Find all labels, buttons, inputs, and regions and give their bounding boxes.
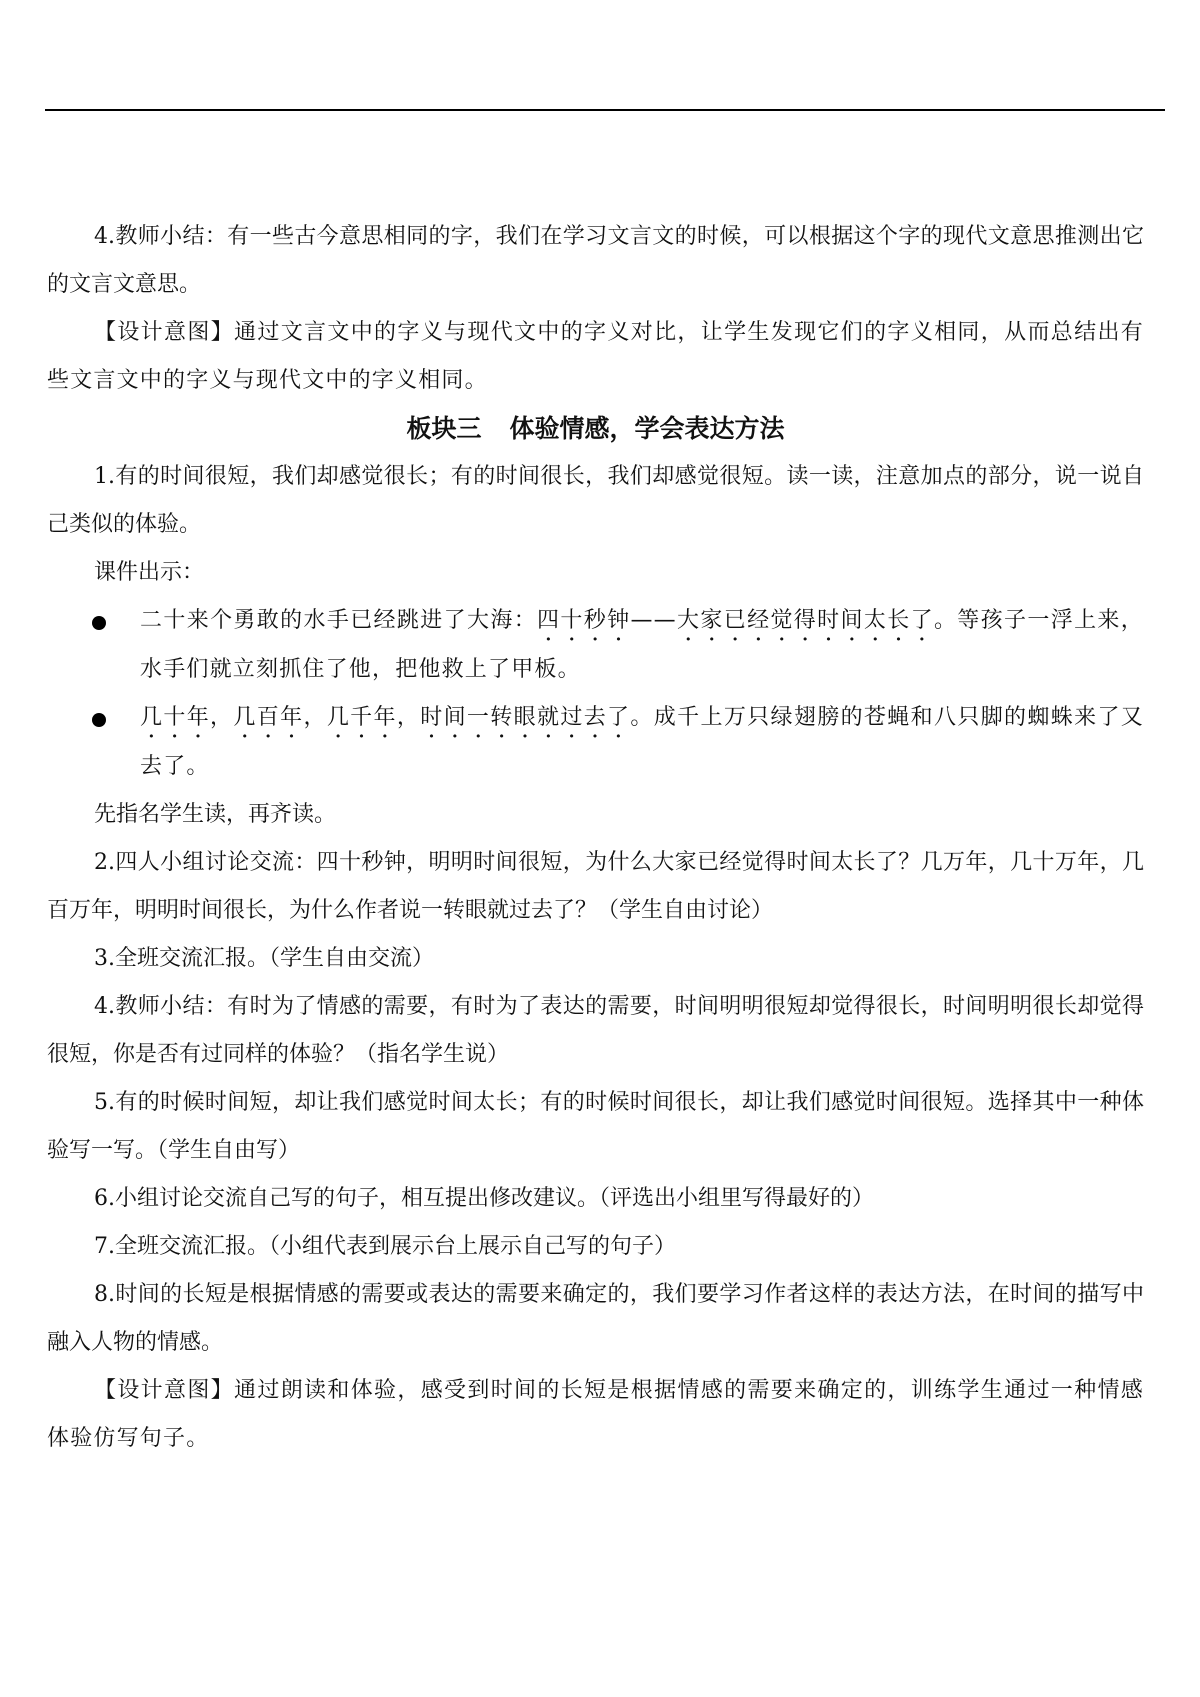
design-intent-paragraph-end: 【设计意图】通过朗读和体验，感受到时间的长短是根据情感的需要来确定的，训练学生通过一种情感体验仿写句子。	[47, 1378, 1144, 1451]
quote-2-after: 。成千上万只绿翅膀的苍蝇和八只脚的蜘蛛来了又去了。	[140, 705, 1145, 779]
quote-1-emphasis: 四十秒钟——大家已经觉得时间太长了	[537, 608, 934, 633]
step-8-paragraph: 8.时间的长短是根据情感的需要或表达的需要来确定的，我们要学习作者这样的表达方法，在时间的描写中融入人物的情感。	[47, 1282, 1144, 1355]
step-2-paragraph: 2.四人小组讨论交流：四十秒钟，明明时间很短，为什么大家已经觉得时间太长了？几万年，几十万年，几百万年，明明时间很长，为什么作者说一转眼就过去了？（学生自由讨论）	[47, 850, 1144, 923]
step-3-paragraph: 3.全班交流汇报。（学生自由交流）	[94, 946, 434, 971]
bullet-dot-icon	[92, 713, 106, 727]
step-4-paragraph: 4.教师小结：有时为了情感的需要，有时为了表达的需要，时间明明很短却觉得很长，时间明明很长却觉得很短，你是否有过同样的体验？（指名学生说）	[47, 994, 1144, 1067]
document-body	[47, 213, 1144, 1463]
section-label: 板块三	[406, 414, 482, 443]
quote-1-after: 。等孩子一浮上来，水手们就立刻抓住了他，把他救上了甲板。	[140, 608, 1144, 682]
step-6-paragraph: 6.小组讨论交流自己写的句子，相互提出修改建议。（评选出小组里写得最好的）	[94, 1186, 874, 1211]
design-intent-paragraph: 【设计意图】通过文言文中的字义与现代文中的字义对比，让学生发现它们的字义相同，从而总结出有些文言文中的字义与现代文中的字义相同。	[47, 320, 1144, 393]
section-title	[47, 405, 1144, 453]
step-1-paragraph: 1.有的时间很短，我们却感觉很长；有的时间很长，我们却感觉很短。读一读，注意加点的部分，说一说自己类似的体验。	[47, 464, 1144, 537]
quote-1-before: 二十来个勇敢的水手已经跳进了大海：	[140, 608, 538, 633]
section-heading: 体验情感，学会表达方法	[509, 414, 785, 443]
step-7-paragraph: 7.全班交流汇报。（小组代表到展示台上展示自己写的句子）	[94, 1234, 676, 1259]
teacher-summary-paragraph: 4.教师小结：有一些古今意思相同的字，我们在学习文言文的时候，可以根据这个字的现代文意思推测出它的文言文意思。	[47, 224, 1144, 297]
header-rule	[45, 109, 1165, 111]
quote-bullet-2	[47, 694, 1144, 791]
read-note: 先指名学生读，再齐读。	[94, 802, 337, 827]
courseware-label: 课件出示：	[94, 560, 205, 585]
quote-bullet-1	[47, 597, 1144, 694]
quote-2-emphasis: 几十年，几百年，几千年，时间一转眼就过去了	[140, 705, 631, 730]
step-5-paragraph: 5.有的时候时间短，却让我们感觉时间太长；有的时候时间很长，却让我们感觉时间很短。选择其中一种体验写一写。（学生自由写）	[47, 1090, 1144, 1163]
bullet-dot-icon	[92, 616, 106, 630]
